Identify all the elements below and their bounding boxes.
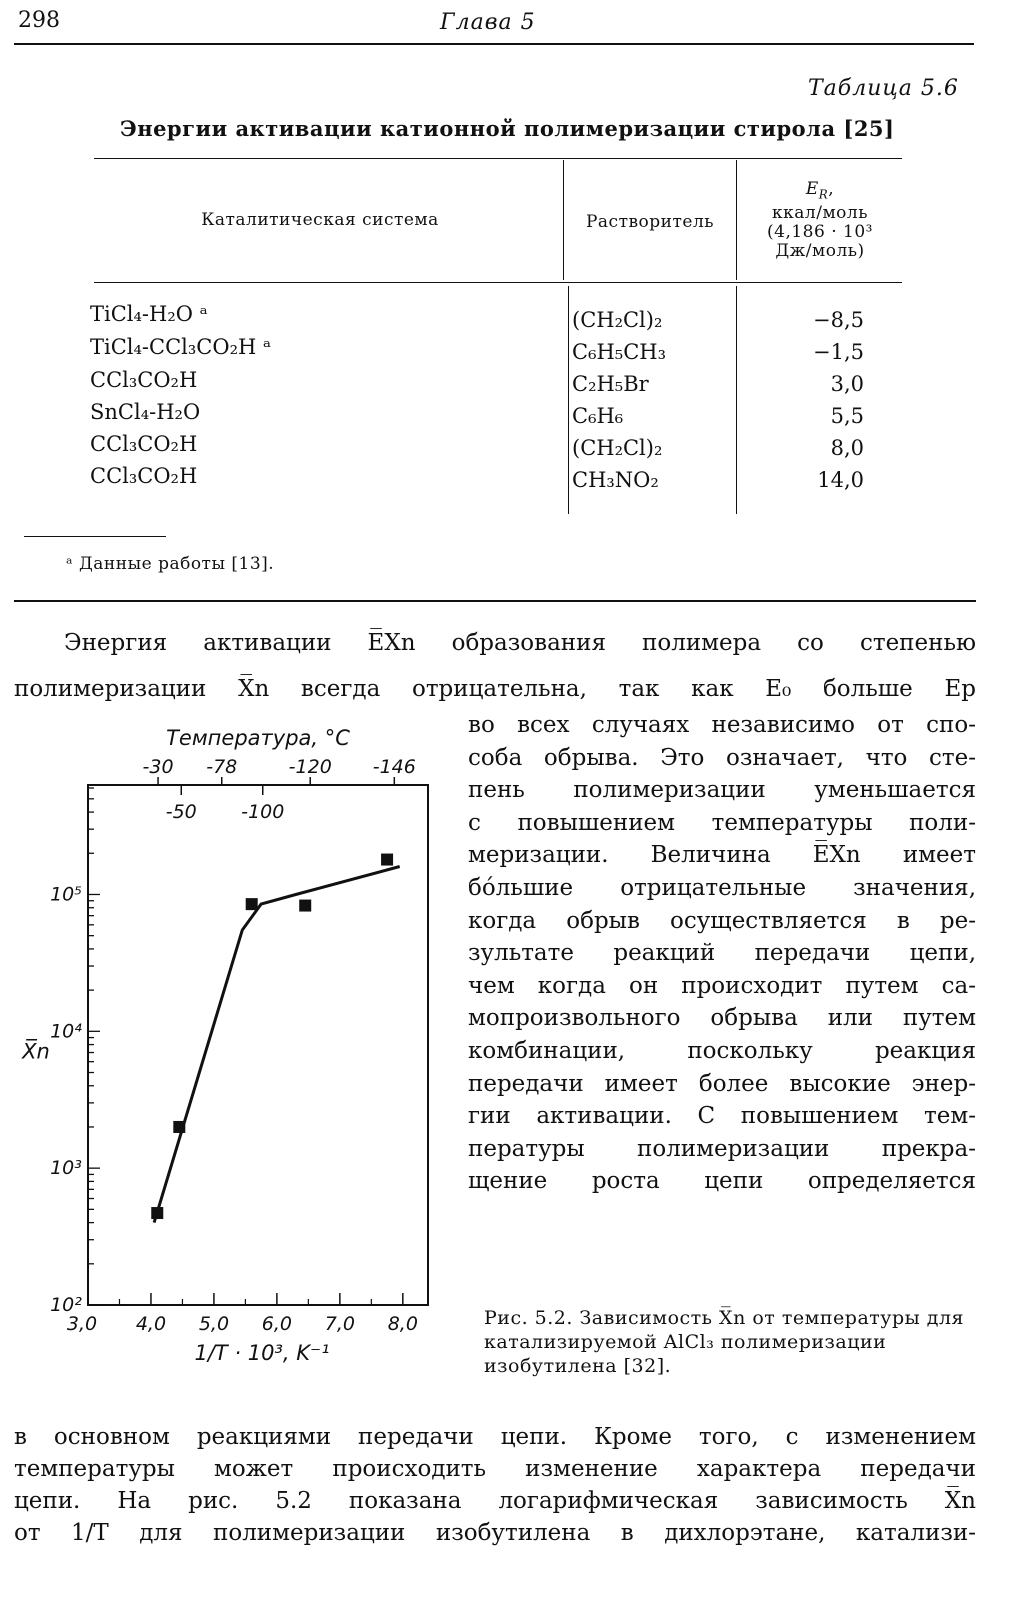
- energy-subscript: R: [818, 187, 829, 202]
- table-cell-catalyst: CCl₃CO₂H: [90, 368, 198, 392]
- x-tick-label: 4,0: [135, 1313, 167, 1335]
- figure-caption: Рис. 5.2. Зависимость X̅n от температуры для катализируемой AlCl₃ полимеризации изобутилена [32].: [484, 1307, 965, 1377]
- x-axis-label: 1/T · 10³, K⁻¹: [194, 1341, 330, 1365]
- table-cell-solvent: C₂H₅Br: [572, 372, 649, 396]
- table-cell-energy: 14,0: [817, 468, 864, 492]
- table-cell-solvent: (CH₂Cl)₂: [572, 308, 663, 332]
- x-tick-label: 8,0: [387, 1313, 418, 1335]
- table-cell-solvent: C₆H₅CH₃: [572, 340, 667, 364]
- table-cell-energy: −8,5: [813, 308, 864, 332]
- body-line: комбинации, поскольку реакция: [468, 1038, 976, 1064]
- table-cell-catalyst: TiCl₄-CCl₃CO₂H ᵃ: [90, 335, 272, 359]
- body-line: цепи. На рис. 5.2 показана логарифмическая зависимость X̅n: [14, 1488, 976, 1514]
- plot-frame: [88, 785, 428, 1305]
- table-footnote: ᵃ Данные работы [13].: [66, 554, 275, 574]
- body-line: пень полимеризации уменьшается: [468, 777, 976, 804]
- table-header-rule: [94, 282, 902, 283]
- header-rule: [14, 43, 974, 45]
- data-point: [381, 854, 393, 866]
- table-cell-energy: 5,5: [830, 404, 864, 428]
- data-point: [299, 900, 311, 912]
- table-vline: [736, 160, 737, 280]
- body-line: с повышением температуры поли-: [468, 809, 976, 836]
- y-tick-label: 10⁴: [50, 1020, 82, 1043]
- body-line: соба обрыва. Это означает, что сте-: [468, 744, 976, 771]
- x-tick-label: 7,0: [324, 1313, 355, 1335]
- table-header-solvent: Растворитель: [585, 212, 715, 232]
- body-line: гии активации. С повышением тем-: [468, 1103, 976, 1130]
- body-line: меризации. Величина E̅Xn имеет: [468, 842, 976, 869]
- table-header-catalyst: Каталитическая система: [201, 210, 439, 230]
- top-tick-label: -30: [142, 756, 174, 778]
- top-tick-label: -146: [372, 756, 416, 778]
- energy-symbol: E: [805, 179, 819, 199]
- running-head: Глава 5: [440, 10, 536, 35]
- body-line: чем когда он происходит путем са-: [468, 972, 976, 999]
- table-cell-energy: 8,0: [830, 436, 864, 460]
- energy-unit-si: (4,186 · 10³: [767, 222, 873, 243]
- top-tick-label: -120: [288, 756, 332, 778]
- y-tick-label: 10³: [50, 1157, 82, 1180]
- x-tick-label: 6,0: [261, 1313, 292, 1335]
- footnote-rule: [24, 536, 166, 537]
- body-line: температуры может происходить изменение характера передачи: [14, 1456, 976, 1482]
- table-label: Таблица 5.6: [808, 76, 959, 101]
- top-tick-label: -100: [241, 801, 285, 823]
- y-tick-label: 10²: [50, 1294, 82, 1316]
- x-tick-label: 3,0: [66, 1313, 98, 1335]
- table-title: Энергии активации катионной полимеризации стирола [25]: [120, 116, 895, 141]
- body-line: Энергия активации E̅Xn образования полимера со степенью: [64, 630, 976, 656]
- table-cell-catalyst: SnCl₄-H₂O: [90, 400, 201, 424]
- body-line: передачи имеет более высокие энер-: [468, 1070, 976, 1097]
- figure-chart: [0, 720, 470, 1380]
- table-cell-solvent: (CH₂Cl)₂: [572, 436, 663, 460]
- body-line: когда обрыв осуществляется в ре-: [468, 907, 976, 934]
- table-top-rule: [94, 158, 902, 159]
- energy-unit: ккал/моль: [772, 203, 868, 224]
- data-point: [246, 898, 258, 910]
- data-point: [173, 1121, 185, 1133]
- table-cell-catalyst: TiCl₄-H₂O ᵃ: [90, 302, 208, 326]
- body-line: от 1/T для полимеризации изобутилена в дихлорэтане, катализи-: [14, 1520, 976, 1546]
- energy-unit-si-2: Дж/моль): [775, 241, 865, 262]
- fit-line: [154, 867, 400, 1223]
- body-line: бо́льшие отрицательные значения,: [468, 875, 976, 901]
- body-line: зультате реакций передачи цепи,: [468, 940, 976, 967]
- y-tick-label: 10⁵: [50, 883, 82, 906]
- table-cell-catalyst: CCl₃CO₂H: [90, 464, 198, 488]
- table-cell-solvent: CH₃NO₂: [572, 468, 659, 492]
- data-point: [151, 1207, 163, 1219]
- table-cell-energy: 3,0: [830, 372, 864, 396]
- table-vline: [563, 160, 564, 280]
- body-line: пературы полимеризации прекра-: [468, 1135, 976, 1162]
- body-line: в основном реакциями передачи цепи. Кроме того, с изменением: [14, 1424, 976, 1450]
- table-cell-catalyst: CCl₃CO₂H: [90, 432, 198, 456]
- table-header-energy: $E_R$, ккал/моль (4,186 · 10³ Дж/моль): [740, 180, 900, 261]
- section-rule: [14, 600, 976, 602]
- x-tick-label: 5,0: [198, 1313, 230, 1335]
- y-axis-label: X̅n: [22, 1039, 50, 1064]
- page-number: 298: [18, 8, 60, 33]
- top-tick-label: -78: [206, 756, 238, 778]
- body-line: во всех случаях независимо от спо-: [468, 712, 976, 738]
- body-line: мопроизвольного обрыва или путем: [468, 1005, 976, 1032]
- table-cell-solvent: C₆H₆: [572, 404, 624, 428]
- table-cell-energy: −1,5: [813, 340, 864, 364]
- body-line: щение роста цепи определяется: [468, 1168, 976, 1195]
- table-vline: [568, 286, 569, 514]
- body-line: полимеризации X̅n всегда отрицательна, так как E₀ больше Eр: [14, 676, 976, 702]
- top-tick-label: -50: [165, 801, 197, 823]
- top-axis-label: Температура, °С: [166, 726, 350, 750]
